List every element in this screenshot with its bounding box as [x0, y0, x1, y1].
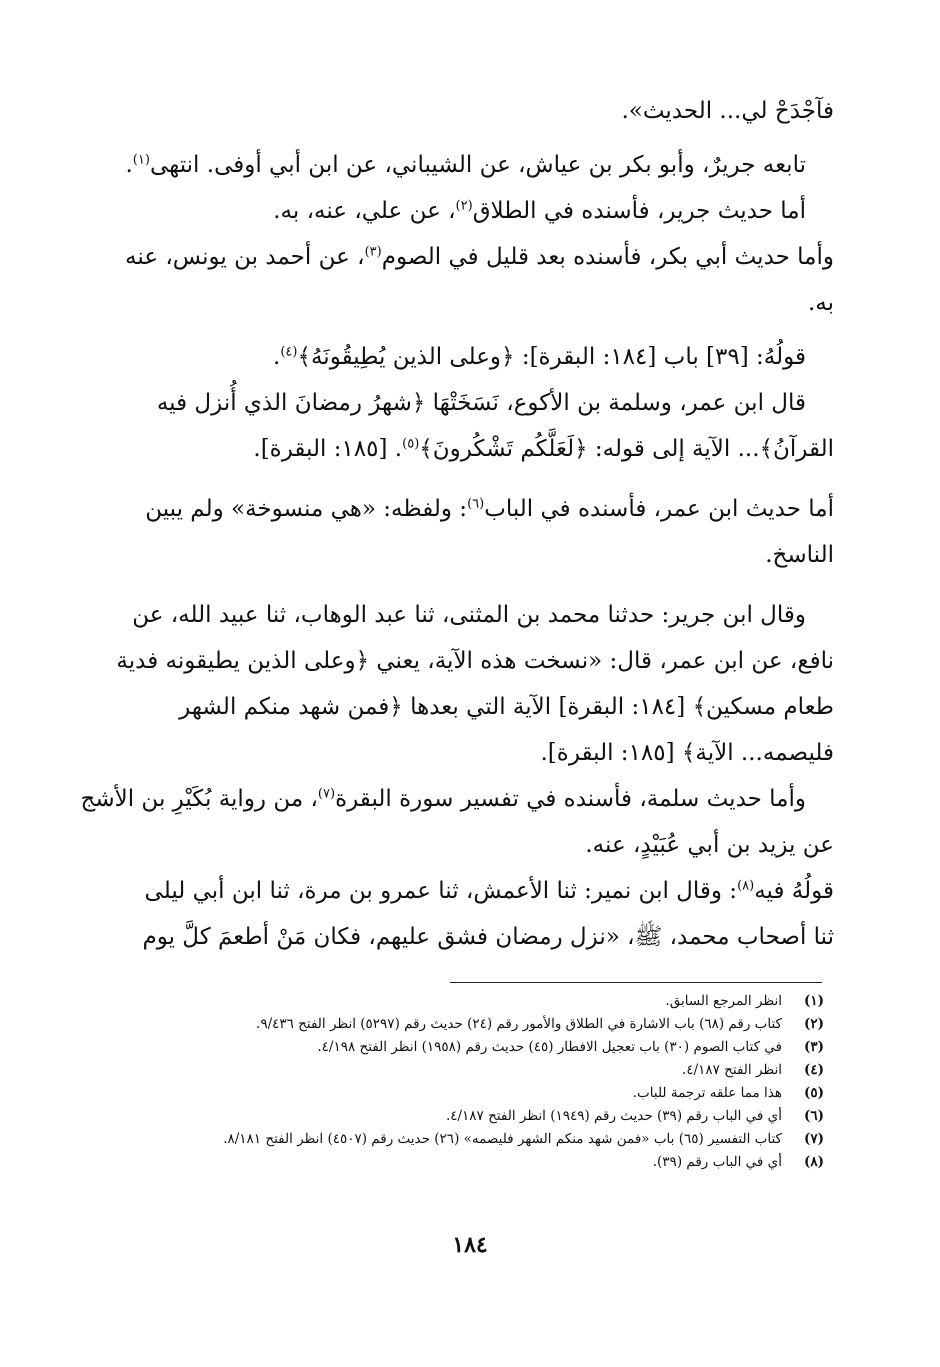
footnotes: [90, 990, 824, 1174]
line-text: وأما حديث سلمة، فأسنده في تفسير سورة البقرة: [335, 786, 806, 812]
footnote-marker: (٨): [737, 878, 755, 894]
text-line: [78, 486, 834, 532]
line-text: وقال ابن جرير: حدثنا محمد بن المثنى، ثنا عبد الوهاب، ثنا عبيد الله، عن: [132, 602, 806, 628]
line-text: قولُهُ فيه: [754, 878, 834, 904]
footnote-marker: (٤): [280, 344, 298, 360]
text-line: [78, 776, 834, 822]
footnote: [90, 1082, 824, 1105]
line-text: . [١٨٥: البقرة].: [253, 436, 403, 462]
footnote-number: (٢): [803, 1016, 824, 1032]
text-line: [78, 380, 834, 426]
footnote-number: (٥): [803, 1085, 824, 1101]
footnote-marker: (٣): [364, 244, 382, 260]
text-line: [78, 684, 834, 730]
footnote-text: أي في الباب رقم (٣٩).: [652, 1154, 782, 1170]
footnote: [90, 1059, 824, 1082]
footnote: [90, 990, 824, 1013]
line-text: قال ابن عمر، وسلمة بن الأكوع، نَسَخَتْهَا ﴿شهرُ رمضانَ الذي أُنزل فيه: [156, 390, 806, 416]
line-text: : وقال ابن نمير: ثنا الأعمش، ثنا عمرو بن مرة، ثنا ابن أبي ليلى: [144, 878, 738, 904]
line-text: به.: [807, 290, 834, 316]
footnote-text: انظر الفتح ٤/١٨٧.: [682, 1062, 782, 1078]
line-text: فليصمه... الآية﴾ [١٨٥: البقرة].: [540, 740, 834, 766]
footnote-number: (٣): [803, 1039, 824, 1055]
footnote: [90, 1105, 824, 1128]
line-text: فآجْدَحْ لي... الحديث».: [621, 98, 834, 124]
footnote-text: هذا مما علقه ترجمة للباب.: [632, 1085, 782, 1101]
text-line: [78, 730, 834, 776]
footnote-marker: (٧): [317, 786, 336, 802]
footnote-text: كتاب رقم (٦٨) باب الاشارة في الطلاق والأمور رقم (٢٤) حديث رقم (٥٢٩٧) انظر الفتح ٩/٤٣٦.: [256, 1016, 782, 1032]
footnote: [90, 1128, 824, 1151]
line-text: ، عن أحمد بن يونس، عنه: [125, 244, 365, 270]
text-line: [78, 592, 834, 638]
footnote-marker: (١): [132, 152, 150, 168]
footnote: [90, 1013, 824, 1036]
text-line: [78, 868, 834, 914]
footnote-marker: (٦): [467, 496, 485, 512]
footnote: [90, 1036, 824, 1059]
text-line: [78, 532, 834, 578]
text-line: [78, 280, 834, 326]
line-text: عن يزيد بن أبي عُبَيْدٍ، عنه.: [585, 832, 834, 858]
line-text: القرآنُ﴾... الآية إلى قوله: ﴿لَعَلَّكُم تَشْكُرونَ﴾: [419, 436, 834, 462]
text-line: [78, 88, 834, 134]
footnote-number: (٦): [803, 1108, 824, 1124]
line-text: ثنا أصحاب محمد، ﷺ، «نزل رمضان فشق عليهم، فكان مَنْ أطعمَ كلَّ يوم: [142, 924, 834, 950]
page-number: ١٨٤: [452, 1232, 488, 1258]
line-text: ، من رواية بُكَيْرِ بن الأشج: [80, 786, 318, 812]
line-text: الناسخ.: [765, 542, 834, 568]
footnote-number: (١): [803, 993, 824, 1009]
text-line: تابعه جريرٌ، وأبو بكر بن عياش، عن الشيباني، عن ابن أبي أوفى. انتهى$^{(١)}$.: [125, 152, 806, 178]
line-text: تابعه جريرٌ، وأبو بكر بن عياش، عن الشيباني، عن ابن أبي أوفى. انتهى: [149, 152, 806, 178]
text-line: [78, 234, 834, 280]
line-text: ، عن علي، عنه، به.: [273, 198, 456, 224]
text-line: [78, 426, 834, 472]
footnote-text: في كتاب الصوم (٣٠) باب تعجيل الافطار (٤٥) حديث رقم (١٩٥٨) انظر الفتح ٤/١٩٨.: [317, 1039, 782, 1055]
footnote-number: (٧): [803, 1131, 824, 1147]
line-text: .: [273, 344, 281, 370]
text-line: [78, 188, 834, 234]
line-text: وأما حديث أبي بكر، فأسنده بعد قليل في الصوم: [381, 244, 834, 270]
text-line: [78, 334, 834, 380]
line-text: نافع، عن ابن عمر، قال: «نسخت هذه الآية، يعني ﴿وعلى الذين يطيقونه فدية: [116, 648, 834, 674]
line-text: أما حديث جرير، فأسنده في الطلاق: [472, 198, 806, 224]
text-line: [78, 638, 834, 684]
footnote-marker: (٥): [402, 436, 420, 452]
main-text: [78, 88, 834, 960]
footnote-text: كتاب التفسير (٦٥) باب «فمن شهد منكم الشهر فليصمه» (٢٦) حديث رقم (٤٥٠٧) انظر الفتح ٨/١٨١.: [223, 1131, 782, 1147]
footnote-divider: [450, 982, 822, 983]
footnote: [90, 1151, 824, 1174]
text-line: [78, 822, 834, 868]
text-line: [78, 914, 834, 960]
footnote-number: (٨): [803, 1154, 824, 1170]
footnote-number: (٤): [803, 1062, 824, 1078]
line-text: أما حديث ابن عمر، فأسنده في الباب: [484, 496, 834, 522]
footnote-marker: (٢): [455, 198, 473, 214]
footnote-text: انظر المرجع السابق.: [665, 993, 782, 1009]
line-text: : ولفظه: «هي منسوخة» ولم يبين: [145, 496, 468, 522]
footnote-text: أي في الباب رقم (٣٩) حديث رقم (١٩٤٩) انظر الفتح ٤/١٨٧.: [445, 1108, 782, 1124]
line-text: طعام مسكين﴾ [١٨٤: البقرة] الآية التي بعدها ﴿فمن شهد منكم الشهر: [179, 694, 834, 720]
line-text: قولُهُ: [٣٩] باب [١٨٤: البقرة]: ﴿وعلى الذين يُطِيقُونَهُ﴾: [297, 344, 806, 370]
